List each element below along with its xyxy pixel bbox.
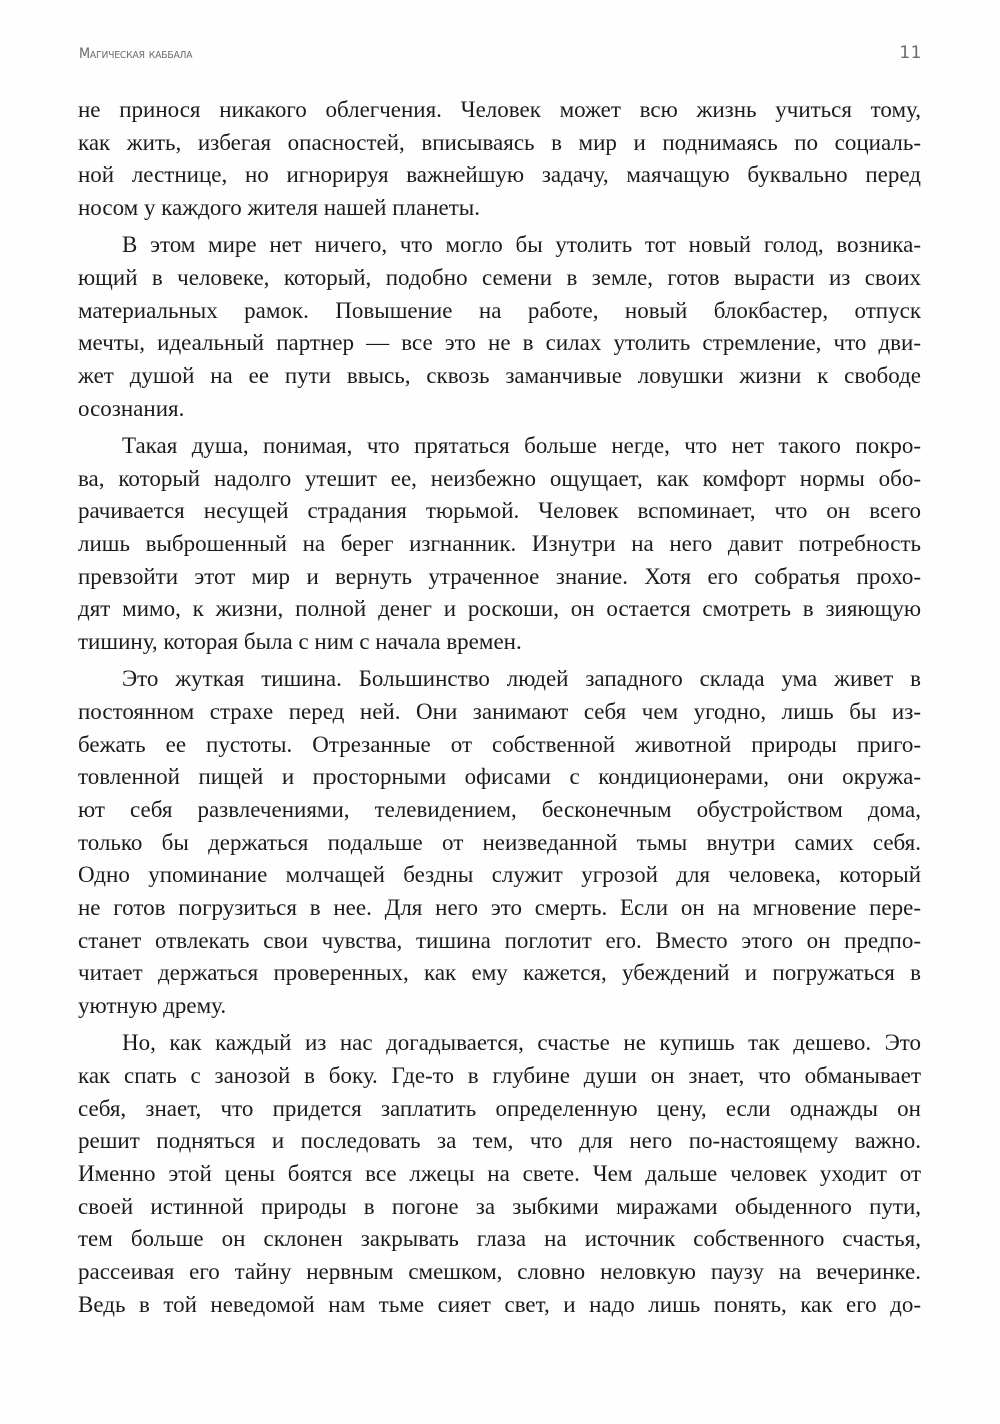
text-line: Ведь в той неведомой нам тьме сияет свет, и надо лишь понять, как его до- [78,1291,921,1317]
text-line: не готов погрузиться в нее. Для него это смерть. Если он на мгновение пере- [78,895,921,920]
paragraph [78,430,921,659]
paragraph [78,1027,921,1321]
text-line: Но, как каждый из нас догадывается, счастье не купишь так дешево. Это [122,1030,921,1056]
text-line: рачивается несущей страдания тюрьмой. Человек вспоминает, что он всего [78,498,921,524]
page-number: 11 [899,43,922,63]
text-line: лишь выброшенный на берег изгнанник. Изнутри на него давит потребность [78,530,921,556]
text-line: читает держаться проверенных, как ему кажется, убеждений и погружаться в [78,960,921,986]
text-line: как спать с занозой в боку. Где-то в глубине души он знает, что обманывает [78,1062,921,1088]
text-line: себя, знает, что придется заплатить определенную цену, если однажды он [78,1095,921,1121]
text-line: Одно упоминание молчащей бездны служит угрозой для человека, который [78,862,921,888]
text-line: товленной пищей и просторными офисами с кондиционерами, они окружа- [78,764,921,790]
text-line: дят мимо, к жизни, полной денег и роскоши, он остается смотреть в зияющую [78,596,921,622]
text-line: Такая душа, понимая, что прятаться больше негде, что нет такого покро- [122,432,921,458]
text-line: рассеивая его тайну нервным смешком, словно неловкую паузу на вечеринке. [78,1259,921,1285]
running-header [79,44,922,64]
text-line: бежать ее пустоты. Отрезанные от собственной животной природы приго- [78,731,921,757]
text-line: ют себя развлечениями, телевидением, бесконечным обустройством дома, [78,796,921,822]
text-line: тем больше он склонен закрывать глаза на источник собственного счастья, [78,1226,921,1252]
text-line: тишину, которая была с ним с начала времен. [78,629,522,654]
body-text [78,94,921,1326]
running-title: Магическая каббала [79,46,193,62]
text-line: В этом мире нет ничего, что могло бы утолить тот новый голод, возника- [122,232,921,258]
text-line: ющий в человеке, который, подобно семени в земле, готов вырасти из своих [78,264,921,290]
text-line: Это жуткая тишина. Большинство людей западного склада ума живет в [122,666,921,692]
text-line: уютную дрему. [78,993,227,1019]
text-line: носом у каждого жителя нашей планеты. [78,195,480,221]
text-line: осознания. [78,395,185,421]
text-line: материальных рамок. Повышение на работе, новый блокбастер, отпуск [78,297,921,323]
text-line: станет отвлекать свои чувства, тишина поглотит его. Вместо этого он предпо- [78,927,921,953]
text-line: решит подняться и последовать за тем, что для него по-настоящему важно. [78,1128,921,1154]
text-line: только бы держаться подальше от неизведанной тьмы внутри самих себя. [78,829,921,855]
text-line: своей истинной природы в погоне за зыбкими миражами обыденного пути, [78,1193,921,1219]
text-line: Именно этой цены боятся все лжецы на свете. Чем дальше человек уходит от [78,1161,921,1186]
text-line: превзойти этот мир и вернуть утраченное знание. Хотя его собратья прохо- [78,563,921,589]
text-line: постоянном страхе перед ней. Они занимают себя чем угодно, лишь бы из- [78,698,921,724]
paragraph [78,663,921,1023]
text-line: ной лестнице, но игнорируя важнейшую задачу, маячащую буквально перед [78,162,921,188]
text-line: ва, который надолго утешит ее, неизбежно ощущает, как комфорт нормы обо- [78,465,921,491]
text-line: жет душой на ее пути ввысь, сквозь заманчивые ловушки жизни к свободе [78,363,921,388]
text-line: как жить, избегая опасностей, вписываясь в мир и поднимаясь по социаль- [78,129,921,155]
text-line: мечты, идеальный партнер — все это не в силах утолить стремление, что дви- [78,330,921,356]
text-line: не принося никакого облегчения. Человек может всю жизнь учиться тому, [78,97,921,122]
paragraph [78,94,921,225]
paragraph [78,229,921,425]
